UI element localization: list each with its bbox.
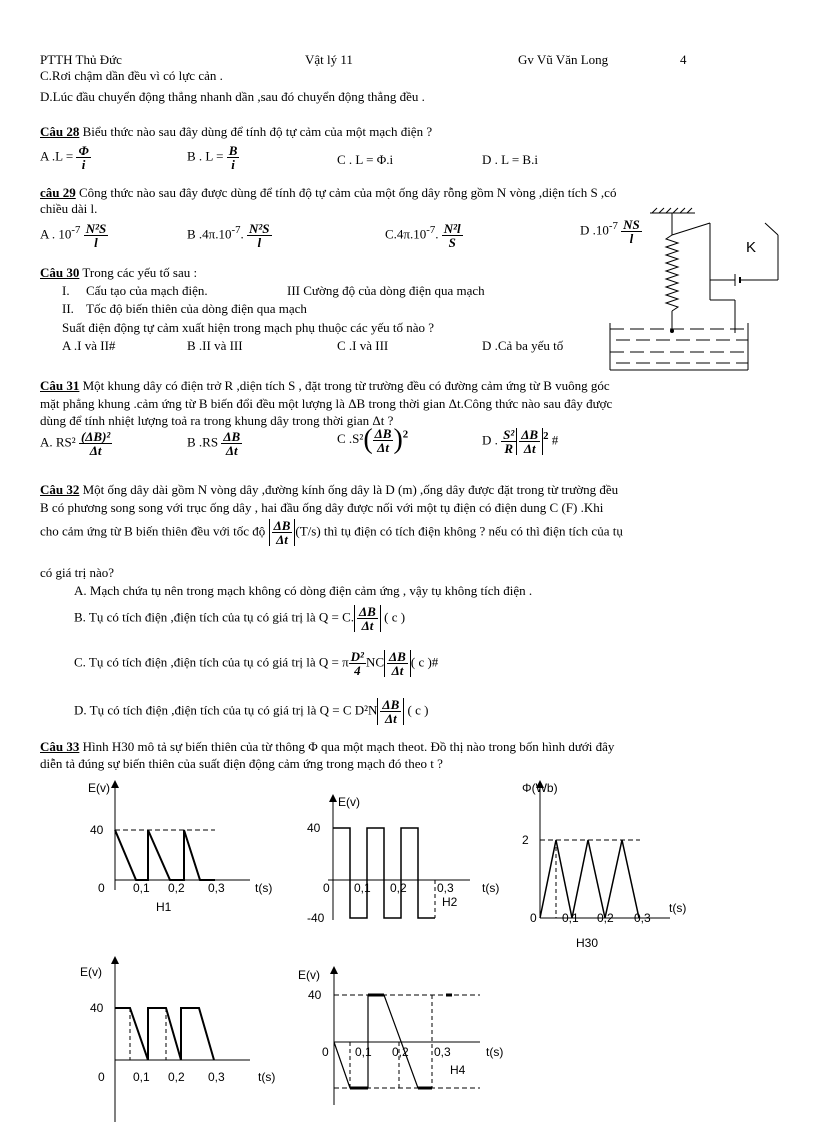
q31-option-a: A. RS² $\frac{\text{(ΔB)²}}{\Delta t}$ xyxy=(40,429,111,458)
h30-title: H30 xyxy=(576,936,599,950)
ceiling-hatch xyxy=(652,208,692,213)
q29-option-c: $C.4\pi.10^{-7}$. $\frac{\text{N²l}}{S}$ xyxy=(385,221,461,250)
q32-option-d: D. Tụ có tích điện ,điện tích của tụ có giá trị là Q = C D²N $\frac{\Delta B}{\Delta t}$ ( c ) xyxy=(74,697,429,726)
h1-tick-0: 0 xyxy=(98,881,105,895)
q31-option-b: B .RS $\frac{\Delta B}{\Delta t}$ xyxy=(187,429,241,458)
q32-option-b: B. Tụ có tích điện ,điện tích của tụ có giá trị là Q = C. $\frac{\Delta B}{\Delta t}$ ( c ) xyxy=(74,604,406,633)
h3-axis-y-label: E(v) xyxy=(80,965,102,979)
h3-tick-02: 0,2 xyxy=(168,1070,185,1084)
h4-tick-03: 0,3 xyxy=(434,1045,451,1059)
h2-tick-40: 40 xyxy=(307,821,321,835)
switch-label-k: K xyxy=(746,239,757,256)
q30-item-i: I. xyxy=(62,283,70,298)
q33-stem: Câu 33 Hình H30 mô tả sự biến thiên của từ thông Φ qua một mạch theot. Đồ thị nào trong bốn hình dưới đây xyxy=(40,739,615,754)
h30-axis-x-label: t(s) xyxy=(669,901,687,915)
h2-title: H2 xyxy=(442,895,458,909)
h30-tick-2: 2 xyxy=(522,833,529,847)
h30-axis-y-label: Φ(Wb) xyxy=(522,781,558,795)
q31-option-c: C .S²( $\frac{\Delta B}{\Delta t}$ )$^2$ xyxy=(337,424,409,455)
q32-stem-4: có giá trị nào? xyxy=(40,565,114,580)
q30-option-a: A .I và II# xyxy=(62,338,116,353)
h2-tick-03: 0,3 xyxy=(437,881,454,895)
coil-circuit-diagram xyxy=(600,205,790,375)
q30-option-d: D .Cả ba yếu tố xyxy=(482,338,564,353)
prev-option-d: D.Lúc đầu chuyển động thẳng nhanh dần ,sau đó chuyển động thẳng đều . xyxy=(40,89,425,104)
q33-stem-2: diễn tả đúng sự biến thiên của suất điện động cảm ứng trong mạch đó theo t ? xyxy=(40,756,443,771)
q28-option-c: C . L = Φ.i xyxy=(337,152,394,167)
q29-option-a: A . $10^{-7}$ $\frac{\text{N²S}}{l}$ xyxy=(40,221,107,250)
h4-tick-0: 0 xyxy=(322,1045,329,1059)
q28-option-d: D . L = B.i xyxy=(482,152,538,167)
h3-tick-03: 0,3 xyxy=(208,1070,225,1084)
header-subject: Vật lý 11 xyxy=(305,52,353,67)
q31-stem: Câu 31 Một khung dây có điện trở R ,diện tích S , đặt trong từ trường đều có đường cảm ứng từ B vuông góc xyxy=(40,378,610,393)
q30-item-ii: II. xyxy=(62,301,74,316)
header-school: PTTH Thủ Đức xyxy=(40,52,122,67)
h1-tick-40: 40 xyxy=(90,823,104,837)
h1-axis-y-label: E(v) xyxy=(88,781,110,795)
q31-stem-2: mặt phẳng khung .cảm ứng từ B biến đổi đều một lượng là ΔB trong thời gian Δt.Công thức nào sau đây được xyxy=(40,396,613,411)
q29-option-b: B $.4\pi.10^{-7}$. $\frac{\text{N²S}}{l}$ xyxy=(187,221,270,250)
q29-stem-cont: chiều dài l. xyxy=(40,201,98,216)
h2-tick-01: 0,1 xyxy=(354,881,371,895)
h4-tick-01: 0,1 xyxy=(355,1045,372,1059)
q32-stem: Câu 32 Một ống dây dài gồm N vòng dây ,đường kính ống dây là D (m) ,ống dây được đặt trong từ trường đều xyxy=(40,482,619,497)
h3-tick-01: 0,1 xyxy=(133,1070,150,1084)
prev-option-c: C.Rơi chậm dần đều vì có lực cản . xyxy=(40,68,223,83)
h30-tick-02: 0,2 xyxy=(597,911,614,925)
h2-tick-02: 0,2 xyxy=(390,881,407,895)
h4-title: H4 xyxy=(450,1063,466,1077)
h30-tick-03: 0,3 xyxy=(634,911,651,925)
h30-tick-0: 0 xyxy=(530,911,537,925)
h1-tick-01: 0,1 xyxy=(133,881,150,895)
header-teacher: Gv Vũ Văn Long xyxy=(518,52,609,67)
q28-option-b: B . L = $\frac{B}{i}$ xyxy=(187,143,238,172)
q29-option-d: D $.10^{-7}$ $\frac{NS}{l}$ xyxy=(580,217,640,246)
q30-stem: Câu 30 Trong các yếu tố sau : xyxy=(40,265,198,280)
h3-tick-40: 40 xyxy=(90,1001,104,1015)
q28-option-a: A .L = $\frac{\Phi}{i}$ xyxy=(40,143,89,172)
q33-graphs xyxy=(0,770,816,1123)
h2-axis-y-label: E(v) xyxy=(338,795,360,809)
q32-stem-2: B có phương song song với trục ống dây , hai đầu ống dây được nối với một tụ điện có điện dung C (F) .Khi xyxy=(40,500,604,515)
q31-stem-3: dùng để tính nhiệt lượng toả ra trong khung dây trong thời gian Δt ? xyxy=(40,413,394,428)
h4-axis-x-label: t(s) xyxy=(486,1045,504,1059)
spring-coil xyxy=(666,235,678,311)
h30-tick-01: 0,1 xyxy=(562,911,579,925)
page-number: 4 xyxy=(680,52,687,67)
h1-axis-x-label: t(s) xyxy=(255,881,273,895)
h2-tick-minus-40: -40 xyxy=(307,911,325,925)
q32-option-a: A. Mạch chứa tụ nên trong mạch không có dòng điện cảm ứng , vậy tụ không tích điện . xyxy=(74,583,533,598)
q30-item-ii-text: Tốc độ biến thiên của dòng điện qua mạch xyxy=(86,301,307,316)
q30-option-b: B .II và III xyxy=(187,338,243,353)
h3-axis-x-label: t(s) xyxy=(258,1070,276,1084)
h4-tick-40: 40 xyxy=(308,988,322,1002)
q30-item-iii: III Cường độ của dòng điện qua mạch xyxy=(287,283,485,298)
q29-stem: câu 29 Công thức nào sau đây được dùng để tính độ tự cảm của một ống dây rỗng gồm N vòng ,diện tích S ,có xyxy=(40,185,617,200)
h2-tick-0: 0 xyxy=(323,881,330,895)
q32-option-c: C. Tụ có tích điện ,điện tích của tụ có giá trị là Q = π $\frac{\text{D²}}{4}$ NC $\frac{\Delta B}{\Delta t}$ ( c )# xyxy=(74,649,439,678)
q31-option-d: D . $\frac{\text{S²}}{R}$ $\frac{\Delta B}{\Delta t}$ $^2$ # xyxy=(482,427,559,456)
q30-option-c: C .I và III xyxy=(337,338,389,353)
h1-tick-02: 0,2 xyxy=(168,881,185,895)
q30-question: Suất điện động tự cảm xuất hiện trong mạch phụ thuộc các yếu tố nào ? xyxy=(62,320,435,335)
q28-stem: Câu 28 Biểu thức nào sau đây dùng để tính độ tự cảm của một mạch điện ? xyxy=(40,124,433,139)
h4-axis-y-label: E(v) xyxy=(298,968,320,982)
h3-tick-0: 0 xyxy=(98,1070,105,1084)
h4-tick-02: 0,2 xyxy=(392,1045,409,1059)
h1-title: H1 xyxy=(156,900,172,914)
h2-axis-x-label: t(s) xyxy=(482,881,500,895)
q32-stem-3: cho cảm ứng từ B biến thiên đều với tốc độ $\frac{\Delta B}{\Delta t}$ (T/s) thì tụ điện có tích điện không ? nếu có thì điện tích của tụ xyxy=(40,518,623,547)
h1-tick-03: 0,3 xyxy=(208,881,225,895)
q30-item-i-text: Cấu tạo của mạch điện. xyxy=(86,283,208,298)
water-tank xyxy=(610,323,748,370)
